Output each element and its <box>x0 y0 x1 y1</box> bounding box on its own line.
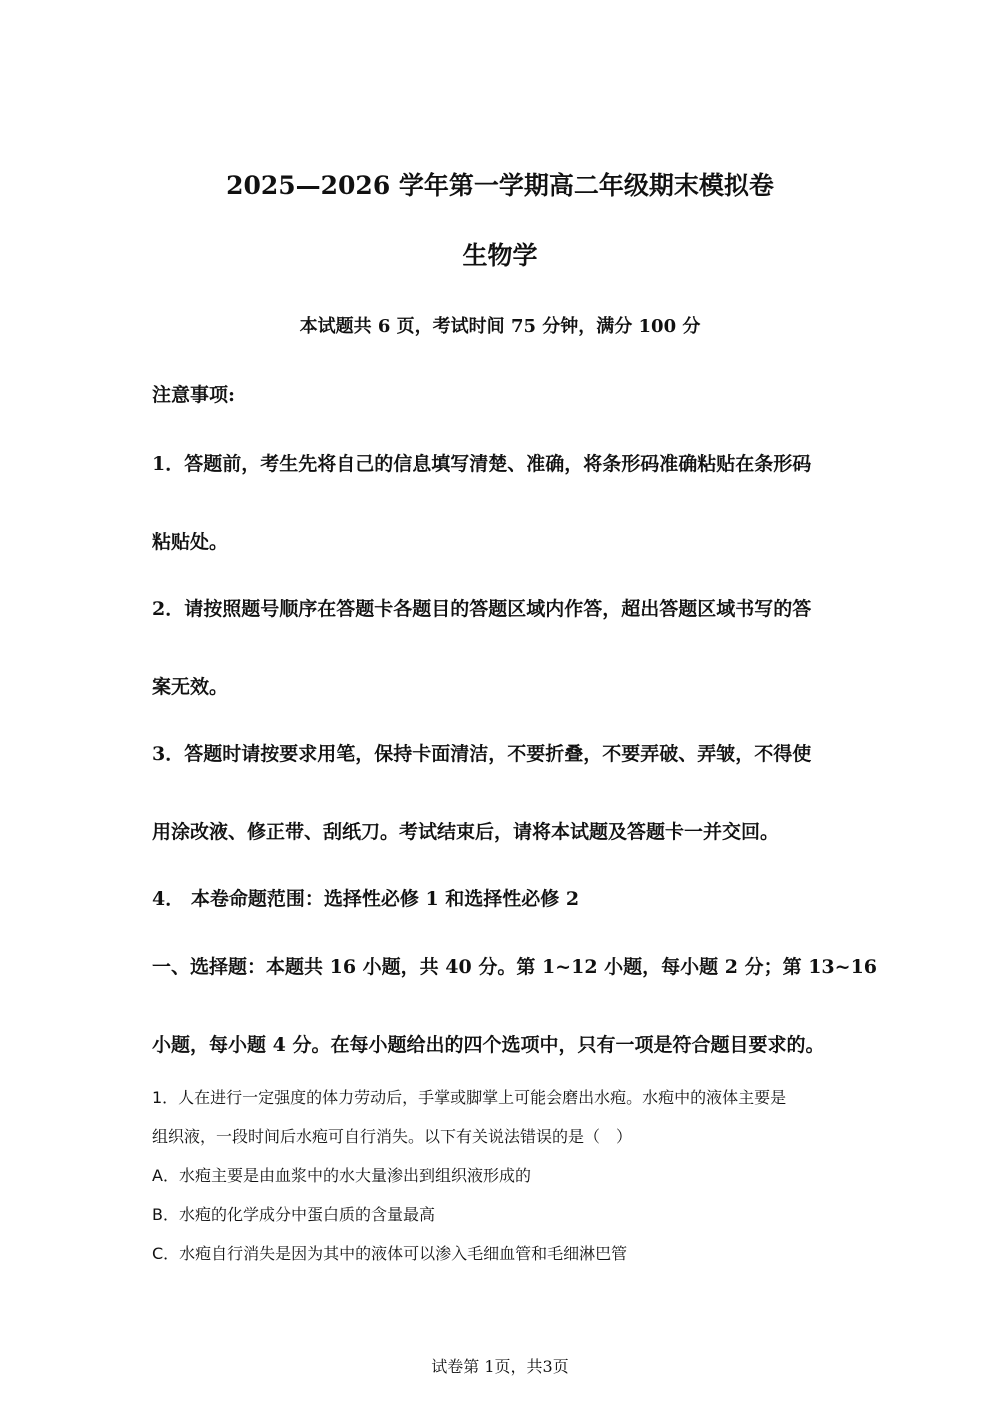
note-line: 用涂改液、修正带、刮纸刀。考试结束后，请将本试题及答题卡一并交回。 <box>152 821 780 843</box>
note-line: 粘贴处。 <box>152 531 229 553</box>
question-stem-line: 组织液，一段时间后水疱可自行消失。以下有关说法错误的是（ ） <box>152 1127 633 1146</box>
note-line: 案无效。 <box>152 676 229 698</box>
page-footer: 试卷第 1页，共3页 <box>431 1357 569 1376</box>
note-line: 4． 本卷命题范围：选择性必修 1 和选择性必修 2 <box>152 888 580 910</box>
note-line: 3．答题时请按要求用笔，保持卡面清洁，不要折叠，不要弄破、弄皱，不得使 <box>152 743 812 765</box>
section-heading-line: 一、选择题：本题共 16 小题，共 40 分。第 1~12 小题，每小题 2 分；第 13~16 <box>152 956 878 978</box>
option-c: C．水疱自行消失是因为其中的液体可以渗入毛细血管和毛细淋巴管 <box>152 1244 628 1263</box>
note-line: 1．答题前，考生先将自己的信息填写清楚、准确，将条形码准确粘贴在条形码 <box>152 453 812 475</box>
exam-info: 本试题共 6 页，考试时间 75 分钟，满分 100 分 <box>299 316 701 337</box>
subject-title: 生物学 <box>462 241 538 270</box>
option-b: B．水疱的化学成分中蛋白质的含量最高 <box>152 1205 435 1224</box>
option-a: A．水疱主要是由血浆中的水大量渗出到组织液形成的 <box>152 1166 531 1185</box>
note-line: 2．请按照题号顺序在答题卡各题目的答题区域内作答，超出答题区域书写的答 <box>152 598 812 620</box>
notes-heading: 注意事项: <box>152 384 236 406</box>
section-heading-line: 小题，每小题 4 分。在每小题给出的四个选项中，只有一项是符合题目要求的。 <box>152 1034 825 1056</box>
question-stem-line: 1．人在进行一定强度的体力劳动后，手掌或脚掌上可能会磨出水疱。水疱中的液体主要是 <box>152 1088 787 1107</box>
exam-title: 2025—2026 学年第一学期高二年级期末模拟卷 <box>226 171 774 200</box>
